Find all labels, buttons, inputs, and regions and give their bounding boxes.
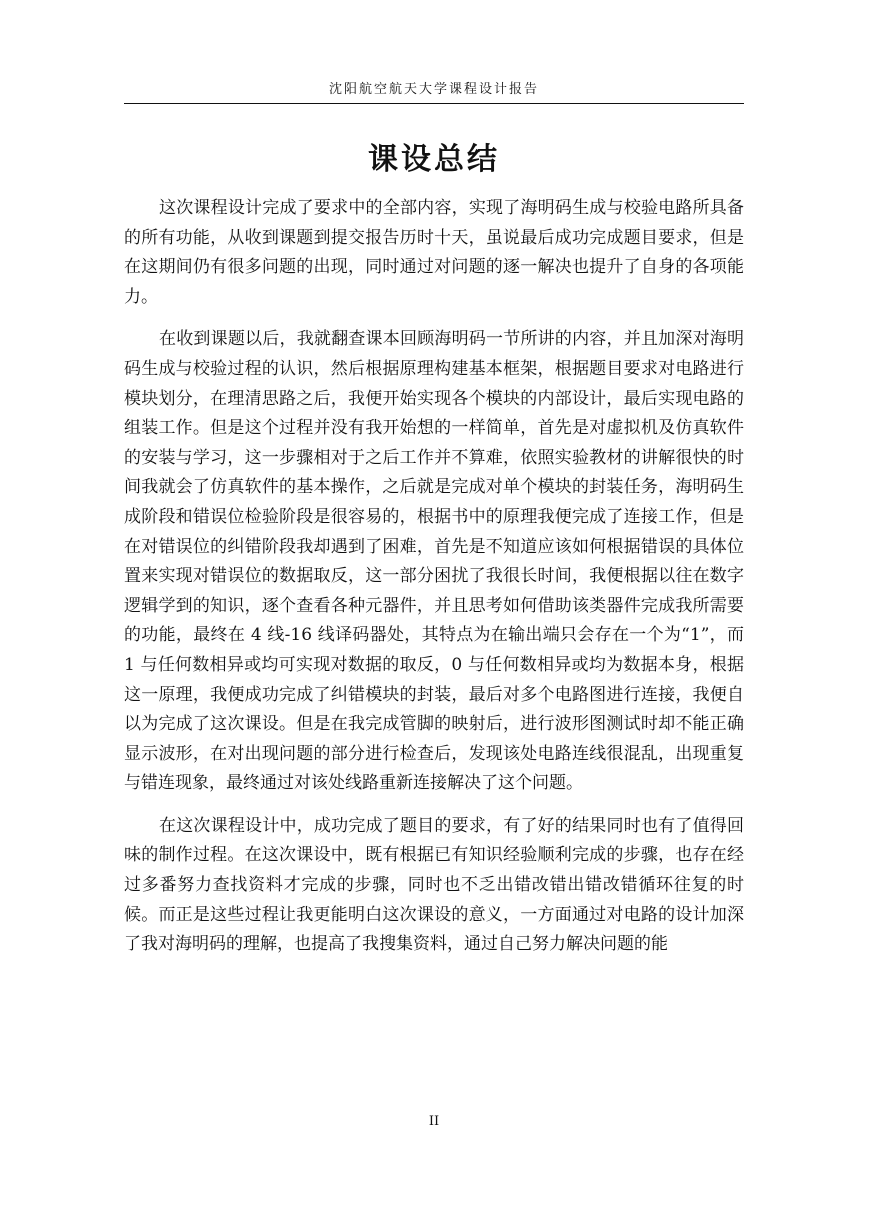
- page-number: II: [428, 1114, 440, 1129]
- paragraph-2: 在收到课题以后，我就翻查课本回顾海明码一节所讲的内容，并且加深对海明码生成与校验过程的认识，然后根据原理构建基本框架，根据题目要求对电路进行模块划分，在理清思路之后，我便开始实现各个模块的内部设计，最后实现电路的组装工作。但是这个过程并没有我开始想的一样简单，首先是对虚拟机及仿真软件的安装与学习，这一步骤相对于之后工作并不算难，依照实验教材的讲解很快的时间我就会了仿真软件的基本操作，之后就是完成对单个模块的封装任务，海明码生成阶段和错误位检验阶段是很容易的，根据书中的原理我便完成了连接工作，但是在对错误位的纠错阶段我却遇到了困难，首先是不知道应该如何根据错误的具体位置来实现对错误位的数据取反，这一部分困扰了我很长时间，我便根据以往在数字逻辑学到的知识，逐个查看各种元器件，并且思考如何借助该类器件完成我所需要的功能，最终在 4 线-16 线译码器处，其特点为在输出端只会存在一个为“1”，而 1 与任何数相异或均可实现对数据的取反，0 与任何数相异或均为数据本身，根据这一原理，我便成功完成了纠错模块的封装，最后对多个电路图进行连接，我便自以为完成了这次课设。但是在我完成管脚的映射后，进行波形图测试时却不能正确显示波形，在对出现问题的部分进行检查后，发现该处电路连线很混乱，出现重复与错连现象，最终通过对该处线路重新连接解决了这个问题。: [124, 329, 744, 794]
- running-header: 沈阳航空航天大学课程设计报告: [328, 82, 539, 97]
- header-rule: [124, 103, 744, 104]
- paragraph-3: 在这次课程设计中，成功完成了题目的要求，有了好的结果同时也有了值得回味的制作过程。在这次课设中，既有根据已有知识经验顺利完成的步骤，也存在经过多番努力查找资料才完成的步骤，同时也不乏出错改错出错改错循环往复的时候。而正是这些过程让我更能明白这次课设的意义，一方面通过对电路的设计加深了我对海明码的理解，也提高了我搜集资料，通过自己努力解决问题的能: [124, 815, 744, 955]
- paragraph-1: 这次课程设计完成了要求中的全部内容，实现了海明码生成与校验电路所具备的所有功能，从收到课题到提交报告历时十天，虽说最后成功完成题目要求，但是在这期间仍有很多问题的出现，同时通过对问题的逐一解决也提升了自身的各项能力。: [124, 198, 744, 307]
- section-title: 课设总结: [368, 142, 500, 177]
- body-text: [124, 194, 744, 973]
